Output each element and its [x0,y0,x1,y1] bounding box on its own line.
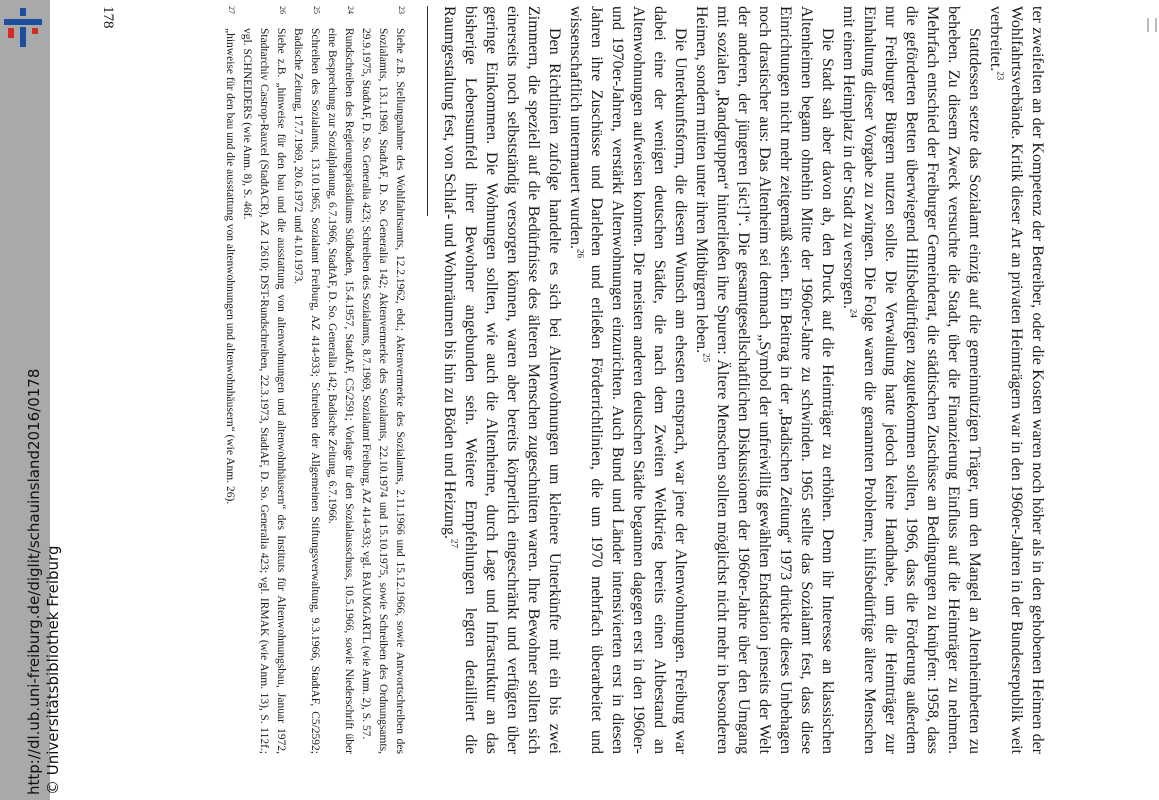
footnote-text: Schreiben des Sozialamts, 13.10.1965, Sozialamt Freiburg, AZ 414-933; Schreiben der Allgemeinen Stiftungsverwaltung, 9.3.1966, StadtAF, C5/2592; Badische Zeitung, 17.7.1969, 20.6.1972 und 4.10.1973. [292,28,321,754]
copyright-notice: © Universitätsbibliothek Freiburg [44,545,62,795]
source-url[interactable]: http://dl.ub.uni-freiburg.de/diglit/schauinsland2016/0178 [25,368,43,795]
footnote-number: 25 [312,6,321,14]
paragraph: Stattdessen setzte das Sozialamt einzig auf die gemeinnützigen Träger, um den Mangel an Altenheimbetten zu beheben. Zu diesem Zweck versuchte die Stadt, über die Finanzierung Einfluss auf die Heimträger zu nehmen. Mehrfach entschied der Freiburger Gemeinderat, die städtischen Zuschüsse an Bedingungen zu knüpfen: 1958, dass die geförderten Betten überwiegend Hilfsbedürftigen zugutekommen sollten, 1966, dass die Förderung außerdem nur Freiburger Bürgern nutzen sollte. Die Verwaltung hatte jedoch keine Handhabe, um die Heimträger zur Einhaltung dieser Vorgabe zu zwingen. Die Folge waren die genannten Probleme, hilfsbedürftige ältere Menschen mit einem Heimplatz in der Stadt zu versorgen.$^{24}$ [840,6,983,754]
footnote-number: 24 [346,6,355,14]
footnote-text: Siehe z.B. Stellungnahme des Wohlfahrtsamts, 12.2.1962, ebd.; Aktenvermerke des Sozialamts, 2.11.1966 und 15.12.1966, sowie Antwortschreiben des Sozialamts, 13.1.1969, StadtAF, D. So. Generalia 142; Aktenvermerke des Sozialamts, 22.10.1974 und 15.10.1975, sowie Schreiben des Ordnungsamts, 29.9.1975, StadtAF, D. So. Generalia 423; Schreiben des Sozialamts, 8.7.1969, Sozialamt Freiburg, AZ 414-933; vgl. BAUMGARTL (wie Anm. 2), S. 57. [360,28,406,754]
ub-freiburg-logo-icon [4,6,44,50]
paragraph: ter zweifelten an der Kompetenz der Betreiber, oder die Kosten waren noch höher als in den gehobenen Heimen der Wohlfahrtsverbände. Kritik dieser Art an privaten Heimträgern war in den 1960er-Jahren in der Bundesrepublik weit verbreitet.$^{23}$ [987,6,1046,754]
footnote [323,6,357,754]
footnote-number: 27 [227,6,236,14]
footnotes [221,6,408,754]
paragraph: Die Stadt sah aber davon ab, den Druck auf die Heimträger zu erhöhen. Denn ihr Interesse an klassischen Altenheimen begann ohnehin Mitte der 1960er-Jahre zu schwinden. 1965 stellte das Sozialamt fest, dass diese Einrichtungen nicht mehr zeitgemäß seien. Ein Beitrag in der „Badischen Zeitung“ 1973 drückte dieses Unbehagen noch drastischer aus: Das Altenheim sei demnach „Symbol der unfreiwillig gewählten Endstation jenseits der Welt der anderen, der jüngeren [sic!]“. Die gesamtgesellschaftlichen Diskussionen der 1960er-Jahre über den Umgang mit sozialen „Randgruppen“ hinterließen ihre Spuren: Ältere Menschen sollten möglichst nicht mehr in besonderen Heimen, sondern mitten unter ihren Mitbürgern leben.$^{25}$ [693,6,836,754]
corner-mark [1147,18,1157,32]
footnote [238,6,289,754]
footnote [221,6,238,754]
footnote-text: „hinweise für den bau und die ausstattung von altenwohnungen und altenwohnhäusern“ (wie Anm. 26). [224,28,236,505]
paragraph: Die Unterkunftsform, die diesem Wunsch am ehesten entsprach, war jene der Altenwohnungen. Freiburg war dabei eine der wenigen deutschen Städte, die nach dem Zweiten Weltkrieg bereits einen Altbestand an Altenwohnungen aufweisen konnten. Die meisten anderen deutschen Städte begannen dagegen erst in den 1960er- und 1970er-Jahren, verstärkt Altenwohnungen einzurichten. Auch Bund und Länder intensivierten erst in diesen Jahren ihre Zuschüsse und Darlehen und erließen Förderrichtlinien, die um 1970 mehrfach überarbeitet und wissenschaftlich untermauert wurden.$^{26}$ [567,6,689,754]
paragraph: Den Richtlinien zufolge handelte es sich bei Altenwohnungen um kleinere Unterkünfte mit ein bis zwei Zimmern, die speziell auf die Bedürfnisse des älteren Menschen zugeschnitten waren. Ihre Bewohner sollten sich einerseits noch selbstständig versorgen können, waren aber bereits körperlich eingeschränkt und verfügten über geringe Einkommen. Die Wohnungen sollten, wie auch die Altenheime, durch Lage und Infrastruktur an das bisherige Lebensumfeld ihrer Bewohner angebunden sein. Weitere Empfehlungen legten detailliert die Raumgestaltung fest, von Schlaf- und Wohnräumen bis hin zu Böden und Heizung.$^{27}$ [441,6,563,754]
footnote-divider [427,6,428,216]
footnote-ref: 24 [848,308,859,318]
body-text [439,6,1048,754]
footnote-ref: 27 [449,539,460,548]
footnote [357,6,408,754]
footnote-text: Siehe z.B. „hinweise für den bau und die ausstattung von altenwohnungen und altenwohnhäusern“ des Instituts für Altenwohnungsbau, Januar 1972, Stadtarchiv Castrop-Rauxel (StadtACR), AZ 12610; DST-Rundschreiben, 22.3.1973, StadtAF, D. So. Generalia 423; vgl. IRMAK (wie Anm. 13), S. 112f.; vgl. SCHNEIDERS (wie Anm. 8), S. 46f. [241,28,287,754]
page-number: 178 [100,6,116,29]
footnote-ref: 23 [995,71,1006,81]
footnote-text: Rundschreiben des Regierungspräsidiums Südbaden, 15.4.1957, StadtAF, C5/2591; Vorlage für den Sozialausschuss, 10.5.1966, sowie Niederschrift über eine Besprechung zur Sozialplanung, 6.7.1966, StadtAF, D. So. Generalia 142; Badische Zeitung, 6.7.1966. [326,28,355,754]
footnote-number: 23 [397,6,406,14]
scanned-page [88,6,1048,786]
footnote-ref: 26 [575,249,586,259]
footnote-number: 26 [278,6,287,14]
source-caption [25,369,63,795]
footnote [289,6,323,754]
footnote-ref: 25 [701,353,712,363]
side-strip [0,0,62,800]
